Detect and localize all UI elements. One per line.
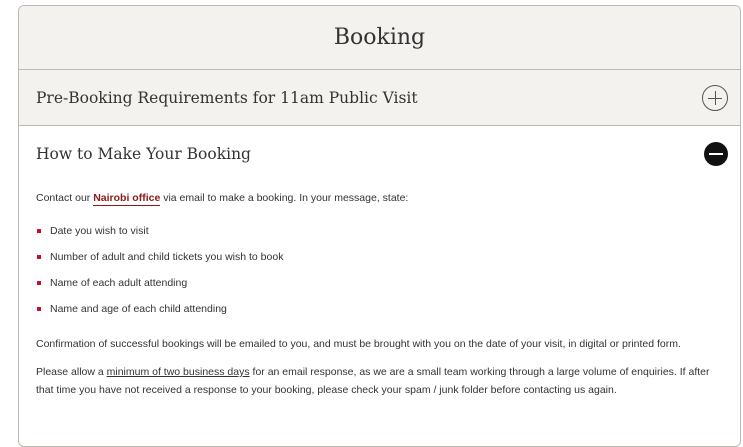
booking-header	[19, 6, 740, 70]
accordion-how-to-book-header[interactable]	[19, 126, 740, 182]
allow-text-start: Please allow a	[36, 366, 107, 378]
contact-instructions	[36, 188, 723, 208]
business-days-link[interactable]: minimum of two business days	[106, 366, 250, 378]
booking-requirements-list	[36, 221, 723, 325]
list-item: Number of adult and child tickets you wish to book	[36, 247, 723, 273]
list-item: Date you wish to visit	[36, 221, 723, 247]
page-title: Booking	[333, 25, 426, 50]
expand-plus-icon[interactable]	[702, 85, 728, 111]
response-time-text	[36, 363, 723, 399]
accordion-how-to-book-title: How to Make Your Booking	[36, 145, 251, 163]
intro-text-start: Contact our	[36, 192, 94, 204]
list-item: Name and age of each child attending	[36, 299, 723, 325]
accordion-pre-booking-title: Pre-Booking Requirements for 11am Public Visit	[36, 88, 418, 107]
intro-text-end: via email to make a booking. In your message, state:	[160, 192, 409, 204]
nairobi-office-link[interactable]: Nairobi office	[93, 192, 161, 204]
booking-panel	[18, 5, 741, 447]
accordion-how-to-book	[19, 126, 740, 399]
list-item: Name of each adult attending	[36, 273, 723, 299]
accordion-how-to-book-content	[19, 182, 740, 399]
confirmation-text: Confirmation of successful bookings will be emailed to you, and must be brought with you on the date of your visit, in digital or printed form.	[36, 338, 681, 350]
accordion-pre-booking[interactable]	[19, 70, 740, 126]
allow-text-end: for an email response, as we are a small team working through a large volume of enquiries. If after that time you have not received a response to your booking, please check your spam / junk folder before contacting us again.	[36, 366, 710, 396]
collapse-minus-icon[interactable]	[704, 142, 728, 166]
